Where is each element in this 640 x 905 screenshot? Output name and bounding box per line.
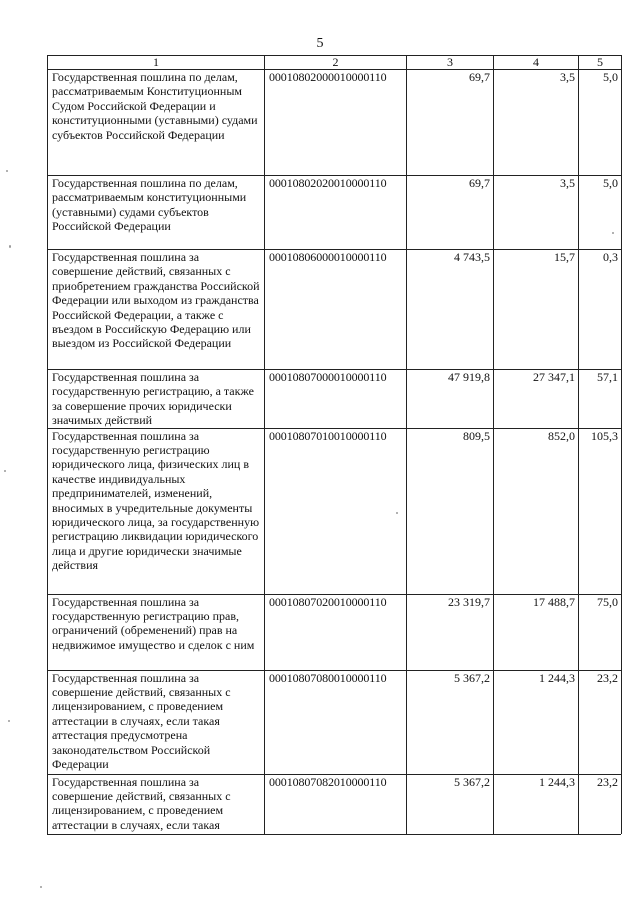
table-row	[48, 670, 622, 774]
row-value-col3: 809,5	[407, 428, 494, 594]
column-number-5: 5	[579, 56, 622, 70]
row-name: Государственная пошлина по делам, рассматриваемым конституционными (уставными) судами субъектов Российской Федерации	[48, 176, 265, 250]
scan-speck	[4, 470, 6, 472]
row-value-col5: 5,0	[579, 70, 622, 176]
row-value-col4: 27 347,1	[494, 370, 579, 429]
row-value-col4: 1 244,3	[494, 774, 579, 834]
scan-speck	[6, 170, 8, 172]
row-value-col3: 69,7	[407, 70, 494, 176]
row-code: 00010807000010000110	[265, 370, 407, 429]
row-value-col3: 4 743,5	[407, 250, 494, 370]
scan-speck	[9, 245, 11, 248]
row-value-col4: 1 244,3	[494, 670, 579, 774]
row-value-col5: 23,2	[579, 670, 622, 774]
table-row	[48, 594, 622, 670]
page-number: 5	[316, 36, 324, 51]
column-number-3: 3	[407, 56, 494, 70]
column-number-row	[48, 56, 622, 70]
row-value-col4: 15,7	[494, 250, 579, 370]
row-value-col5: 5,0	[579, 176, 622, 250]
row-value-col5: 0,3	[579, 250, 622, 370]
row-code: 00010807080010000110	[265, 670, 407, 774]
column-number-1: 1	[48, 56, 265, 70]
table-row	[48, 370, 622, 429]
row-code: 00010806000010000110	[265, 250, 407, 370]
column-number-2: 2	[265, 56, 407, 70]
row-value-col5: 105,3	[579, 428, 622, 594]
row-code: 00010807010010000110	[265, 428, 407, 594]
row-code: 00010802020010000110	[265, 176, 407, 250]
row-name: Государственная пошлина за совершение действий, связанных с приобретением гражданства Российской Федерации или выходом из гражданства Российской Федерации, а также с въездом в Российскую Федерацию или выездом из Российской Федерации	[48, 250, 265, 370]
row-code: 00010807020010000110	[265, 594, 407, 670]
scan-speck	[396, 512, 398, 514]
row-name: Государственная пошлина за государственную регистрацию прав, ограничений (обременений) прав на недвижимое имущество и сделок с ним	[48, 594, 265, 670]
row-name: Государственная пошлина по делам, рассматриваемым Конституционным Судом Российской Федерации и конституционными (уставными) судами субъектов Российской Федерации	[48, 70, 265, 176]
row-value-col3: 69,7	[407, 176, 494, 250]
row-value-col5: 57,1	[579, 370, 622, 429]
row-value-col3: 47 919,8	[407, 370, 494, 429]
table-row	[48, 774, 622, 834]
scan-speck	[612, 232, 614, 234]
revenue-table	[47, 55, 622, 835]
row-value-col5: 23,2	[579, 774, 622, 834]
table-bottom-border	[47, 834, 621, 835]
row-name: Государственная пошлина за государственную регистрацию, а также за совершение прочих юридически значимых действий	[48, 370, 265, 429]
scan-speck	[8, 720, 10, 722]
row-name: Государственная пошлина за совершение действий, связанных с лицензированием, с проведением аттестации в случаях, если такая	[48, 774, 265, 834]
column-number-4: 4	[494, 56, 579, 70]
scan-speck	[40, 886, 42, 888]
row-value-col4: 852,0	[494, 428, 579, 594]
row-value-col3: 23 319,7	[407, 594, 494, 670]
row-value-col3: 5 367,2	[407, 670, 494, 774]
table-row	[48, 250, 622, 370]
row-name: Государственная пошлина за совершение действий, связанных с лицензированием, с проведением аттестации в случаях, если такая аттестация предусмотрена законодательством Российской Федерации	[48, 670, 265, 774]
table-row	[48, 176, 622, 250]
row-code: 00010802000010000110	[265, 70, 407, 176]
row-value-col4: 3,5	[494, 70, 579, 176]
row-value-col4: 17 488,7	[494, 594, 579, 670]
row-value-col5: 75,0	[579, 594, 622, 670]
row-code: 00010807082010000110	[265, 774, 407, 834]
table-row	[48, 70, 622, 176]
table-row	[48, 428, 622, 594]
row-value-col3: 5 367,2	[407, 774, 494, 834]
row-name: Государственная пошлина за государственную регистрацию юридического лица, физических лиц в качестве индивидуальных предпринимателей, изменений, вносимых в учредительные документы юридического лица, за государственную регистрацию ликвидации юридического лица и другие юридически значимые действия	[48, 428, 265, 594]
row-value-col4: 3,5	[494, 176, 579, 250]
